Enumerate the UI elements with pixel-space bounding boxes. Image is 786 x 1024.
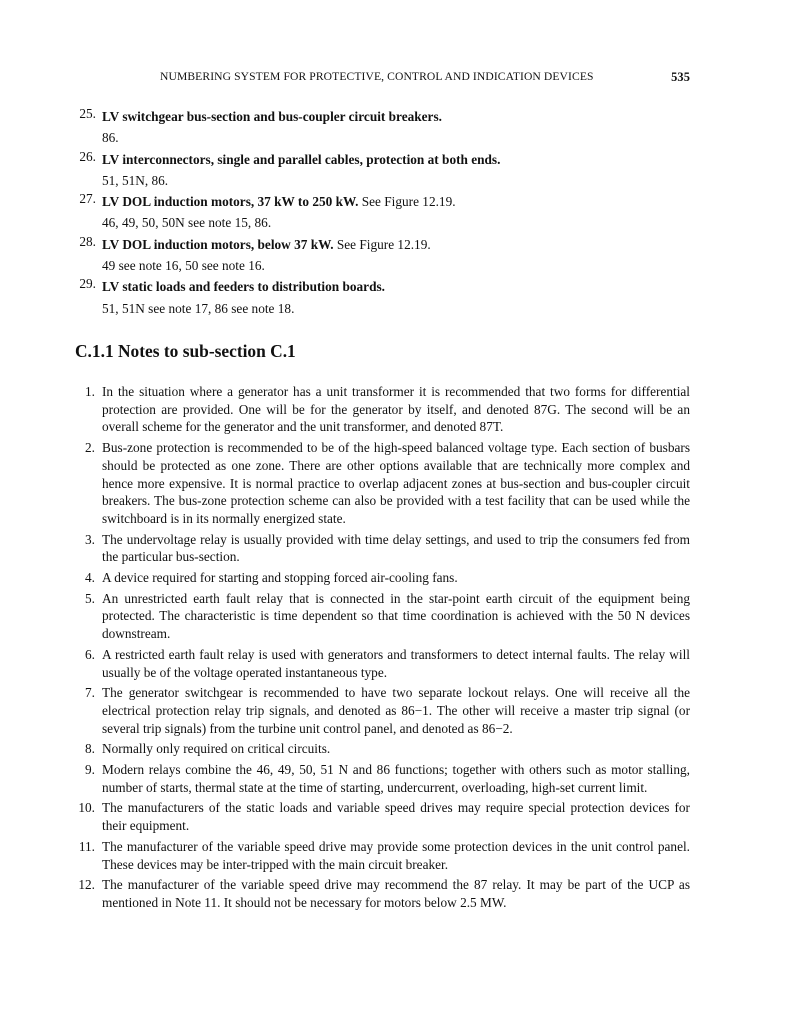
note-number: 10. xyxy=(78,800,95,816)
item-device-codes: 51, 51N see note 17, 86 see note 18. xyxy=(102,300,295,316)
item-number: 27. xyxy=(79,191,96,207)
note-number: 9. xyxy=(85,762,95,778)
note-number: 6. xyxy=(85,646,95,662)
item-device-codes: 49 see note 16, 50 see note 16. xyxy=(102,258,265,274)
item-device-codes: 46, 49, 50, 50N see note 15, 86. xyxy=(102,215,272,231)
note-number: 4. xyxy=(85,570,95,586)
note-text: Normally only required on critical circuits. xyxy=(102,741,331,757)
note-item xyxy=(70,684,690,737)
note-item xyxy=(70,569,690,587)
note-item xyxy=(70,761,690,796)
section-heading: C.1.1 Notes to sub-section C.1 xyxy=(75,341,296,361)
note-item xyxy=(70,740,690,758)
item-title: LV interconnectors, single and parallel cables, protection at both ends. xyxy=(102,151,501,167)
note-text: The manufacturer of the variable speed drive may provide some protection devices in the unit control panel. These devices may be inter-tripped with the main circuit breaker. xyxy=(102,838,690,872)
note-text: The manufacturer of the variable speed drive may recommend the 87 relay. It may be part of the UCP as mentioned in Note 11. It should not be necessary for motors below 2.5 MW. xyxy=(102,877,690,910)
note-text: A device required for starting and stopping forced air-cooling fans. xyxy=(102,570,458,586)
note-text: The undervoltage relay is usually provided with time delay settings, and used to trip the consumers fed from the particular bus-section. xyxy=(102,531,690,565)
notes-list xyxy=(70,383,690,915)
item-title: LV switchgear bus-section and bus-coupler circuit breakers. xyxy=(102,109,442,124)
item-title: LV static loads and feeders to distribution boards. xyxy=(102,279,385,295)
item-suffix: See Figure 12.19. xyxy=(358,194,456,210)
note-item xyxy=(70,876,690,911)
note-text: Bus-zone protection is recommended to be of the high-speed balanced voltage type. Each section of busbars should be protected as one zone. There are other options available that are technically more complex and hence more expensive. It is normal practice to overlap adjacent zones at bus-section and bus-coupler circuit breakers. The bus-zone protection scheme can also be provided with a test facility that can be used while the switchboard is in its normally energized state. xyxy=(102,440,690,526)
note-text: A restricted earth fault relay is used with generators and transformers to detect internal faults. The relay will usually be of the voltage operated instantaneous type. xyxy=(102,646,690,680)
note-item xyxy=(70,383,690,436)
item-title: LV DOL induction motors, 37 kW to 250 kW. xyxy=(102,194,359,210)
note-number: 8. xyxy=(85,741,95,757)
list-item xyxy=(70,191,695,234)
item-title: LV DOL induction motors, below 37 kW. xyxy=(102,236,334,252)
note-number: 3. xyxy=(85,531,95,547)
note-item xyxy=(70,439,690,528)
item-suffix: See Figure 12.19. xyxy=(333,236,431,252)
list-item xyxy=(70,106,695,149)
note-item xyxy=(70,590,690,643)
note-text: In the situation where a generator has a unit transformer it is recommended that two forms for differential protection are provided. One will be for the generator by itself, and denoted 87G. The second will be an overall scheme for the generator and the unit transformer, and denoted 87T. xyxy=(102,384,690,435)
list-item xyxy=(70,149,695,192)
item-number: 26. xyxy=(79,148,96,164)
list-item xyxy=(70,234,695,277)
note-number: 2. xyxy=(85,440,95,456)
note-text: An unrestricted earth fault relay that is connected in the star-point earth circuit of the equipment being protected. The characteristic is time dependent so that time coordination is achieved with the 50 N devices downstream. xyxy=(102,590,690,642)
item-device-codes: 51, 51N, 86. xyxy=(102,172,169,188)
item-number: 28. xyxy=(79,233,96,249)
note-item xyxy=(70,646,690,681)
note-text: The manufacturers of the static loads and variable speed drives may require special protection devices for their equipment. xyxy=(102,800,690,834)
running-header xyxy=(160,70,690,88)
note-text: Modern relays combine the 46, 49, 50, 51 N and 86 functions; together with others such as motor stalling, number of starts, thermal state at the time of starting, undercurrent, overloading, high-set current limit. xyxy=(102,762,690,795)
note-number: 7. xyxy=(85,685,95,701)
note-text: The generator switchgear is recommended to have two separate lockout relays. One will receive all the electrical protection relay trip signals, and denoted as 86−1. The other will receive a master trip signal (or several trip signals) from the turbine unit control panel, and denoted as 86−2. xyxy=(102,685,690,736)
running-header-title: NUMBERING SYSTEM FOR PROTECTIVE, CONTROL AND INDICATION DEVICES xyxy=(160,70,594,83)
note-number: 11. xyxy=(78,838,95,854)
page-number: 535 xyxy=(671,70,690,84)
note-item xyxy=(70,531,690,566)
note-item xyxy=(70,799,690,834)
note-number: 5. xyxy=(85,590,95,606)
list-item xyxy=(70,276,695,319)
note-number: 12. xyxy=(78,877,95,893)
item-number: 29. xyxy=(79,276,96,292)
note-item xyxy=(70,838,690,873)
note-number: 1. xyxy=(85,384,95,399)
item-number: 25. xyxy=(79,106,96,121)
item-device-codes: 86. xyxy=(102,130,119,146)
device-list xyxy=(70,106,695,319)
